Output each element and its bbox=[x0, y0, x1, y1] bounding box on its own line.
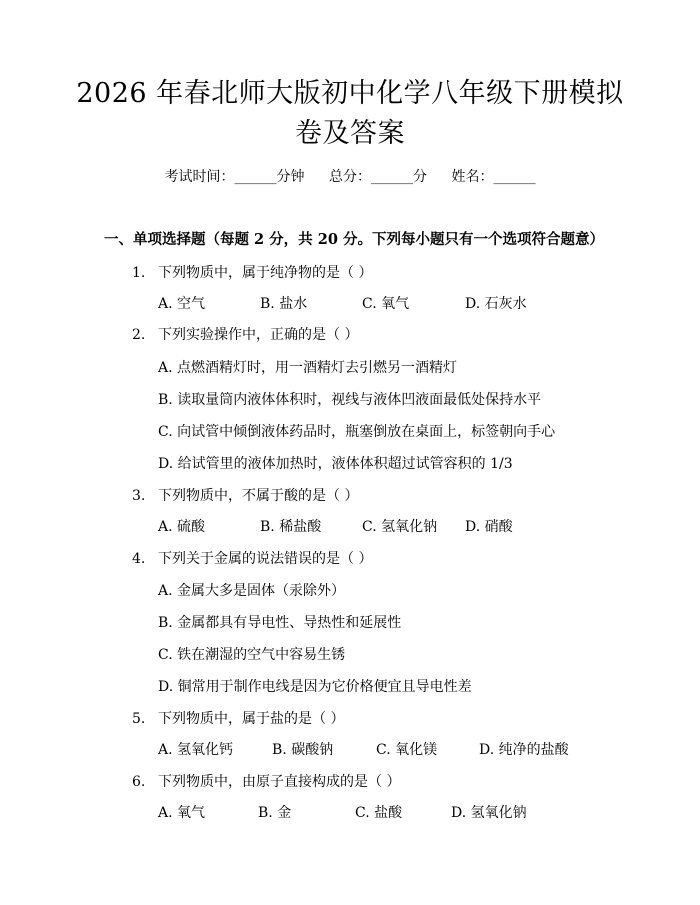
question-text: 下列关于金属的说法错误的是（ ） bbox=[158, 551, 373, 567]
option-b: B. 读取量筒内液体体积时，视线与液体凹液面最低处保持水平 bbox=[158, 392, 542, 408]
option-d: D. 石灰水 bbox=[465, 296, 527, 312]
option-a: A. 硫酸 bbox=[158, 519, 206, 535]
option-b: B. 盐水 bbox=[260, 296, 308, 312]
question-text: 下列物质中，由原子直接构成的是（ ） bbox=[158, 774, 401, 790]
question-number: 1. bbox=[132, 265, 146, 281]
option-a: A. 点燃酒精灯时，用一酒精灯去引燃另一酒精灯 bbox=[158, 360, 458, 376]
question-number: 6. bbox=[132, 774, 146, 790]
question-6 bbox=[132, 771, 400, 791]
option-c: C. 铁在潮湿的空气中容易生锈 bbox=[158, 647, 346, 663]
document-title bbox=[0, 74, 700, 154]
option-a: A. 金属大多是固体（汞除外） bbox=[158, 583, 346, 599]
question-text: 下列物质中，不属于酸的是（ ） bbox=[158, 488, 359, 504]
exam-time: 考试时间：______分钟 bbox=[164, 169, 305, 185]
option-b: B. 稀盐酸 bbox=[260, 519, 322, 535]
option-d: D. 铜常用于制作电线是因为它价格便宜且导电性差 bbox=[158, 679, 472, 695]
question-number: 2. bbox=[132, 327, 146, 343]
question-text: 下列实验操作中，正确的是（ ） bbox=[158, 327, 359, 343]
question-4 bbox=[132, 548, 372, 568]
exam-meta bbox=[0, 166, 700, 186]
option-d: D. 给试管里的液体加热时，液体体积超过试管容积的 1/3 bbox=[158, 456, 513, 472]
option-d: D. 硝酸 bbox=[465, 519, 513, 535]
section-heading: 一、单项选择题（每题 2 分，共 20 分。下列每小题只有一个选项符合题意） bbox=[104, 231, 604, 248]
option-c: C. 盐酸 bbox=[355, 805, 403, 821]
option-b: B. 金属都具有导电性、导热性和延展性 bbox=[158, 615, 402, 631]
option-d: D. 纯净的盐酸 bbox=[479, 742, 569, 758]
question-2 bbox=[132, 324, 358, 344]
question-text: 下列物质中，属于纯净物的是（ ） bbox=[158, 265, 373, 281]
option-b: B. 金 bbox=[258, 805, 292, 821]
title-line-1: 2026 年春北师大版初中化学八年级下册模拟 bbox=[76, 78, 624, 109]
option-b: B. 碳酸钠 bbox=[272, 742, 334, 758]
exam-name: 姓名：______ bbox=[451, 169, 536, 185]
option-c: C. 氧气 bbox=[362, 296, 410, 312]
exam-score: 总分：______分 bbox=[329, 169, 427, 185]
question-5 bbox=[132, 708, 344, 728]
option-a: A. 氧气 bbox=[158, 805, 206, 821]
question-number: 5. bbox=[132, 711, 146, 727]
title-line-2: 卷及答案 bbox=[295, 118, 405, 149]
question-number: 4. bbox=[132, 551, 146, 567]
option-c: C. 向试管中倾倒液体药品时，瓶塞倒放在桌面上，标签朝向手心 bbox=[158, 424, 556, 440]
option-d: D. 氢氧化钠 bbox=[451, 805, 527, 821]
option-c: C. 氧化镁 bbox=[376, 742, 438, 758]
option-c: C. 氢氧化钠 bbox=[362, 519, 438, 535]
question-3 bbox=[132, 485, 358, 505]
option-a: A. 空气 bbox=[158, 296, 206, 312]
option-a: A. 氢氧化钙 bbox=[158, 742, 234, 758]
question-1 bbox=[132, 262, 372, 282]
question-number: 3. bbox=[132, 488, 146, 504]
question-text: 下列物质中，属于盐的是（ ） bbox=[158, 711, 345, 727]
